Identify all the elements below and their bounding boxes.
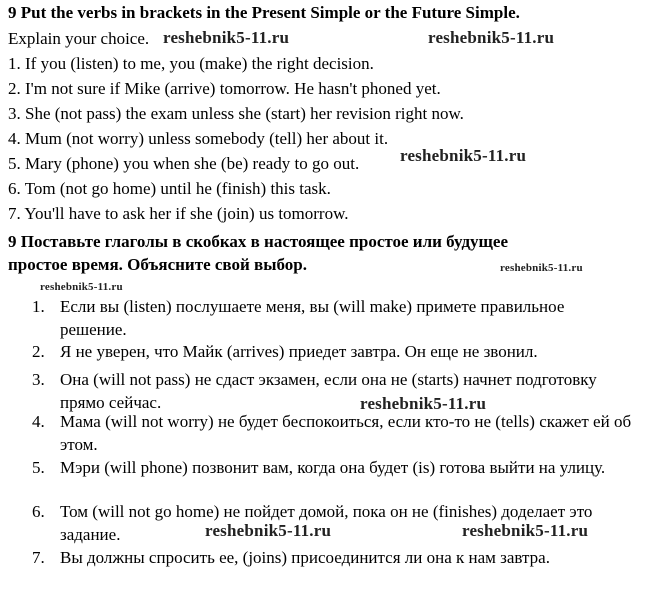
russian-heading-line2: простое время. Объясните свой выбор.	[8, 255, 307, 274]
watermark: reshebnik5-11.ru	[462, 521, 589, 540]
russian-item-number: 1.	[32, 297, 45, 316]
russian-item-number: 3.	[32, 370, 45, 389]
english-item-7: 7. You'll have to ask her if she (join) us tomorrow.	[8, 204, 349, 223]
watermark: reshebnik5-11.ru	[360, 394, 487, 413]
russian-item-text: Если вы (listen) послушаете меня, вы (will make) примете правильное решение.	[60, 297, 565, 339]
russian-item-2	[32, 340, 632, 363]
russian-item-number: 6.	[32, 502, 45, 521]
russian-item-7	[32, 546, 632, 569]
russian-item-number: 5.	[32, 458, 45, 477]
english-item-4: 4. Mum (not worry) unless somebody (tell) her about it.	[8, 129, 389, 148]
russian-item-number: 4.	[32, 412, 45, 431]
english-heading: 9 Put the verbs in brackets in the Present Simple or the Future Simple.	[8, 3, 520, 22]
english-item-6: 6. Tom (not go home) until he (finish) this task.	[8, 179, 331, 198]
watermark: reshebnik5-11.ru	[40, 281, 123, 293]
russian-item-text: Мама (will not worry) не будет беспокоиться, если кто-то не (tells) скажет ей об этом.	[60, 412, 632, 454]
watermark: reshebnik5-11.ru	[400, 146, 527, 165]
russian-item-text: Том (will not go home) не пойдет домой, пока он не (finishes) доделает это задание.	[60, 502, 593, 544]
russian-item-3	[32, 368, 632, 414]
watermark: reshebnik5-11.ru	[428, 28, 555, 47]
russian-item-text: Она (will not pass) не сдаст экзамен, если она не (starts) начнет подготовку прямо сейчас.	[60, 370, 597, 412]
russian-item-text: Мэри (will phone) позвонит вам, когда она будет (is) готова выйти на улицу.	[60, 458, 606, 477]
english-item-5: 5. Mary (phone) you when she (be) ready to go out.	[8, 154, 360, 173]
russian-heading-line1: 9 Поставьте глаголы в скобках в настоящее простое или будущее	[8, 232, 508, 251]
russian-item-1	[32, 295, 632, 341]
english-item-1: 1. If you (listen) to me, you (make) the right decision.	[8, 54, 374, 73]
russian-item-text: Я не уверен, что Майк (arrives) приедет завтра. Он еще не звонил.	[60, 342, 538, 361]
english-instruction: Explain your choice.	[8, 29, 150, 48]
watermark: reshebnik5-11.ru	[205, 521, 332, 540]
russian-item-number: 2.	[32, 342, 45, 361]
watermark: reshebnik5-11.ru	[163, 28, 290, 47]
russian-item-4	[32, 410, 632, 456]
russian-item-number: 7.	[32, 548, 45, 567]
english-item-3: 3. She (not pass) the exam unless she (start) her revision right now.	[8, 104, 464, 123]
russian-item-5	[32, 456, 632, 479]
russian-item-text: Вы должны спросить ее, (joins) присоединится ли она к нам завтра.	[60, 548, 550, 567]
watermark: reshebnik5-11.ru	[500, 262, 583, 274]
english-item-2: 2. I'm not sure if Mike (arrive) tomorrow. He hasn't phoned yet.	[8, 79, 441, 98]
